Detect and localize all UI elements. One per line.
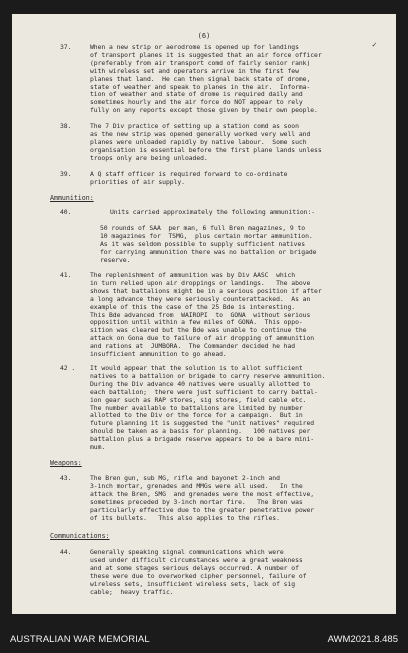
paragraph-number: 41.: [60, 271, 72, 279]
document-page: [12, 14, 396, 614]
paragraph-number: 37.: [60, 43, 72, 51]
paragraph-text: Generally speaking signal communications which were used under difficult circumstances were a great weakness and at some stages serious delays occurred. A number of these were due to overworked cipher personnel, failure of wireless sets, insufficient wireless sets, lack of sig cable; heavy traffic.: [90, 548, 307, 596]
paragraph-text: Units carried approximately the following ammunition:-: [110, 208, 316, 216]
paragraph-text: The Bren gun, sub MG, rifle and bayonet 2-inch and 3-inch mortar, grenades and MMGs were all used. In the attack the Bren, SMG and grenades were the most effective, sometimes preceded by 3-inch mortar fire. The Bren was particularly effective due to the greater penetrative power of its bullets. This also applies to the rifles.: [90, 474, 315, 522]
paragraph-text: The replenishment of ammunition was by Div AASC which in turn relied upon air droppings or landings. The above shows that battalions might be in a serious position if after a long advance they were seriously counterattacked. As an example of this the case of the 25 Bde is interesting. This Bde advanced from WAIROPI to GONA without serious opposition until within a few miles of GONA. This oppo- sition was cleared but the Bde was unable to continue the attack on Gona due to failure of air dropping of ammunition and rations at JUMBORA. The Commander decided he had insufficient ammunition to go ahead.: [90, 271, 322, 359]
section-heading-communications: Communications:: [50, 532, 110, 540]
paragraph-text-continued: 50 rounds of SAA per man, 6 full Bren magazines, 9 to 10 magazines for TSMG, plus certain mortar ammunition. As it was seldom possible to supply sufficient natives for carrying ammunition there was no battalion or brigade reserve.: [100, 224, 317, 264]
page-number: (6): [197, 32, 211, 40]
paragraph-text: A Q staff officer is required forward to co-ordinate priorities of air supply.: [90, 170, 288, 186]
section-heading-ammunition: Ammunition:: [50, 194, 94, 202]
paragraph-number: 43.: [60, 474, 72, 482]
paragraph-text: It would appear that the solution is to allot sufficient natives to a battalion or brigade to carry reserve ammunition. During the Div advance 40 natives were usually allotted to each battalion; there were just sufficient to carry battal- ion gear such as RAP stores, sig stores, field cable etc. The number available to battalions are limited by number allotted to the Div or the force for a campaign. But in future planning it is suggested the "unit natives" required should be taken as a basis for planning. 100 natives per battalion plus a brigade reserve appears to be a bare mini- mum.: [90, 364, 326, 452]
reference-number: AWM2021.8.485: [327, 634, 398, 645]
paragraph-number: 40.: [60, 208, 72, 216]
institution-label: AUSTRALIAN WAR MEMORIAL: [10, 634, 150, 645]
archive-footer: [0, 627, 408, 653]
paragraph-number: 39.: [60, 170, 72, 178]
paragraph-number: 38.: [60, 122, 72, 130]
handwritten-tick-mark: ✓: [372, 40, 377, 49]
paragraph-number: 42 .: [60, 364, 76, 372]
paragraph-text: The 7 Div practice of setting up a station comd as soon as the new strip was opened generally worked very well and planes were unloaded rapidly by native labour. Some such organisation is essential before the first plane lands unless troops only are being unloaded.: [90, 122, 322, 162]
paragraph-number: 44.: [60, 548, 72, 556]
section-heading-weapons: Weapons:: [50, 459, 82, 467]
paragraph-text: When a new strip or aerodrome is opened up for landings of transport planes it is suggested that an air force officer (preferably from air transport comd of fairly senior rank) with wireless set and operators arrive in the first few planes that land. He can then signal back state of drome, state of weather and speak to planes in the air. Informa- tion of weather and state of drome is required daily and sometimes hourly and the air force do NOT appear to rely fully on any reports except those given by their own people.: [90, 43, 322, 115]
